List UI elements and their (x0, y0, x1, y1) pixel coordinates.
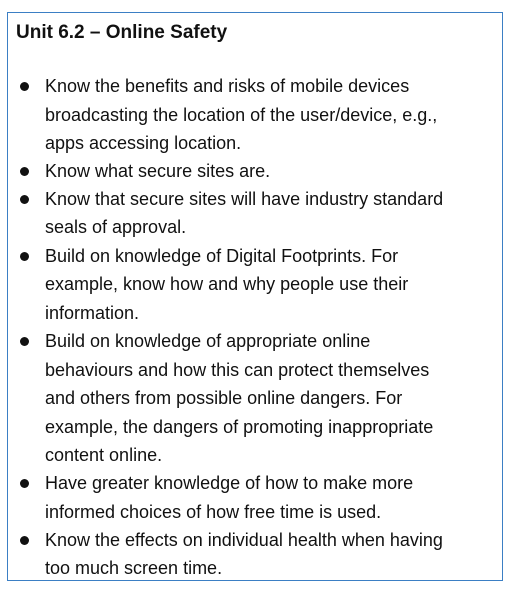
item-line: Know the benefits and risks of mobile devices (45, 76, 410, 96)
item-line: Know what secure sites are. (45, 161, 271, 181)
item-line: and others from possible online dangers. For (45, 388, 403, 408)
item-line: behaviours and how this can protect themselves (45, 360, 430, 380)
item-line: example, the dangers of promoting inappropriate (45, 417, 434, 437)
bullet-icon (20, 252, 29, 261)
unit-title: Unit 6.2 – Online Safety (16, 22, 228, 43)
item-line: informed choices of how free time is used. (45, 502, 382, 522)
bullet-icon (20, 195, 29, 204)
bullet-icon (20, 337, 29, 346)
bullet-icon (20, 479, 29, 488)
item-line: Have greater knowledge of how to make more (45, 473, 414, 493)
bullet-icon (20, 167, 29, 176)
bullet-icon (20, 536, 29, 545)
item-line: too much screen time. (45, 558, 223, 578)
item-line: apps accessing location. (45, 133, 242, 153)
item-line: Build on knowledge of Digital Footprints. For (45, 246, 399, 266)
item-line: Know that secure sites will have industry standard (45, 189, 444, 209)
item-line: content online. (45, 445, 163, 465)
item-line: broadcasting the location of the user/device, e.g., (45, 105, 438, 125)
bullet-icon (20, 82, 29, 91)
item-line: Know the effects on individual health when having (45, 530, 443, 550)
unit-box (7, 12, 503, 581)
item-line: example, know how and why people use their (45, 274, 409, 294)
item-line: Build on knowledge of appropriate online (45, 331, 371, 351)
item-line: information. (45, 303, 140, 323)
item-line: seals of approval. (45, 217, 187, 237)
